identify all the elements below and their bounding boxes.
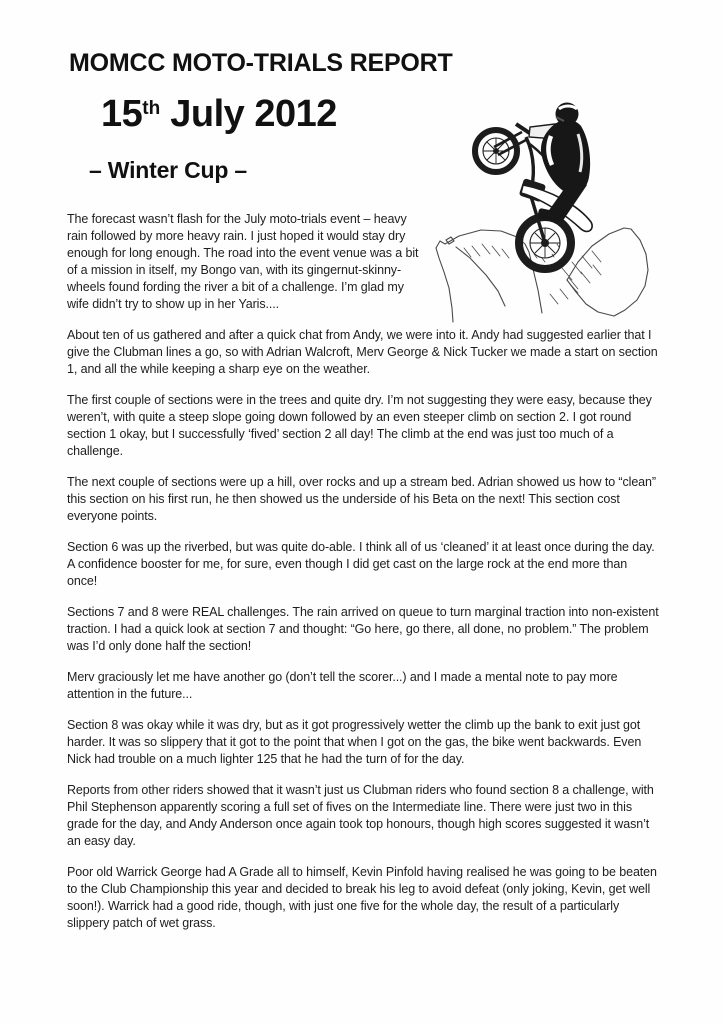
paragraph-sections-7-8: Sections 7 and 8 were REAL challenges. The rain arrived on queue to turn marginal traction into non-existent traction. I had a quick look at section 7 and thought: “Go here, go there, all done, no problem.” The problem was I’d only done half the section! [67, 604, 659, 653]
paragraph-gathering: About ten of us gathered and after a quick chat from Andy, we were into it. Andy had suggested earlier that I give the Clubman lines a go, so with Adrian Walcroft, Merv George & Nick Tucker we made a start on section 1, and all the while keeping a sharp eye on the weather. [67, 327, 658, 376]
report-date-day: 15 [101, 92, 143, 135]
paragraph-a-grade: Poor old Warrick George had A Grade all to himself, Kevin Pinfold having realised he was going to be beaten to the Club Championship this year and decided to break his leg to avoid defeat (only joking, Kevin, get well soon!). Warrick had a good ride, though, with just one five for the whole day, the result of a particularly slippery patch of wet grass. [67, 864, 657, 930]
paragraph-section-8: Section 8 was okay while it was dry, but as it got progressively wetter the climb up the bank to exit just got harder. It was so slippery that it got to the point that when I got on the gas, the bike went backwards. Even Nick had trouble on a much lighter 125 that he had the turn of for the day. [67, 717, 642, 766]
paragraph-merv: Merv graciously let me have another go (don’t tell the scorer...) and I made a mental note to pay more attention in the future... [67, 669, 618, 701]
report-body [67, 211, 660, 932]
report-date [101, 92, 660, 135]
paragraph-forecast: The forecast wasn’t flash for the July moto-trials event – heavy rain followed by more heavy rain. I just hoped it would stay dry enough for long enough. The road into the event venue was a bit of a mission in itself, my Bongo van, with its gingernut-skinny-wheels found fording the river a bit of a challenge. I’m glad my wife didn’t try to show up in her Yaris.... [67, 211, 419, 311]
document-content [67, 0, 660, 946]
paragraph-sections-1-2: The first couple of sections were in the trees and quite dry. I’m not suggesting they were easy, because they weren’t, with quite a steep slope going down followed by an even steeper climb on section 2. I got round section 1 okay, but I successfully ‘fived’ section 2 all day! The climb at the end was just too much of a challenge. [67, 392, 652, 458]
paragraph-section-6: Section 6 was up the riverbed, but was quite do-able. I think all of us ‘cleaned’ it at least once during the day. A confidence booster for me, for sure, even though I did get cast on the large rock at the end more than once! [67, 539, 655, 588]
report-date-rest: July 2012 [160, 92, 337, 135]
report-subtitle: – Winter Cup – [89, 156, 248, 183]
report-title: MOMCC MOTO-TRIALS REPORT [69, 49, 453, 77]
paragraph-hill-sections: The next couple of sections were up a hill, over rocks and up a stream bed. Adrian showed us how to “clean” this section on his first run, he then showed us the underside of his Beta on the next! This section cost everyone points. [67, 474, 656, 523]
report-date-ordinal: th [142, 97, 161, 119]
paragraph-other-riders: Reports from other riders showed that it wasn’t just us Clubman riders who found section 8 a challenge, with Phil Stephenson apparently scoring a full set of fives on the Intermediate line. There were just two in this grade for the day, and Andy Anderson once again took top honours, though high scores suggested it wasn’t an easy day. [67, 782, 654, 848]
